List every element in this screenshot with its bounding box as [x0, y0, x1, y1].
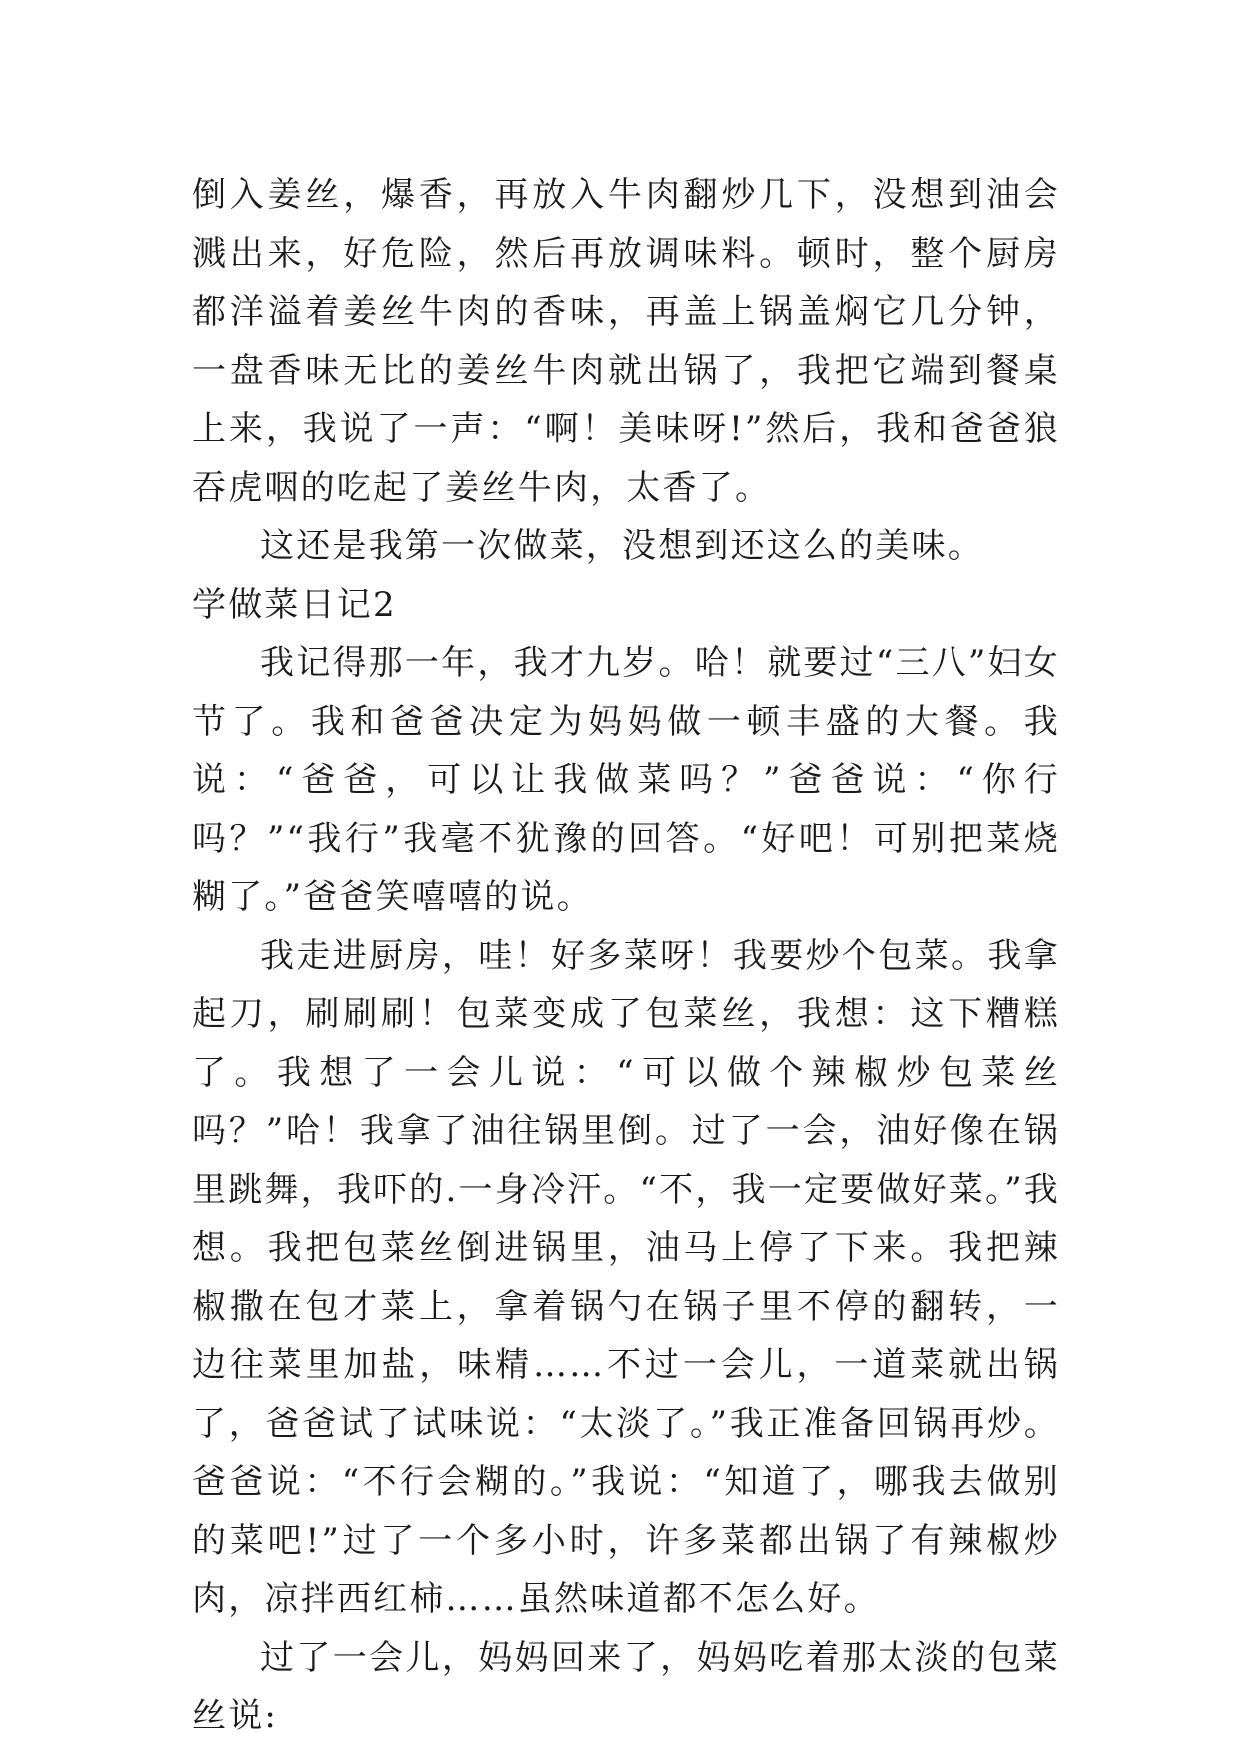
section-heading: 学做菜日记2	[192, 584, 397, 625]
paragraph-4: 我走进厨房，哇！好多菜呀！我要炒个包菜。我拿起刀，刷刷刷！包菜变成了包菜丝，我想：这下糟糕了。我想了一会儿说：“可以做个辣椒炒包菜丝吗？”哈！我拿了油往锅里倒。过了一会，油好像在锅里跳舞，我吓的.一身冷汗。“不，我一定要做好菜。”我想。我把包菜丝倒进锅里，油马上停了下来。我把辣椒撒在包才菜上，拿着锅勺在锅子里不停的翻转，一边往菜里加盐，味精……不过一会儿，一道菜就出锅了，爸爸试了试味说：“太淡了。”我正准备回锅再炒。爸爸说：“不行会糊的。”我说：“知道了，哪我去做别的菜吧!”过了一个多小时，许多菜都出锅了有辣椒炒肉，凉拌西红柿……虽然味道都不怎么好。	[192, 935, 1060, 1619]
paragraph-2: 这还是我第一次做菜，没想到还这么的美味。	[260, 526, 984, 566]
paragraph-3: 我记得那一年，我才九岁。哈！就要过“三八”妇女节了。我和爸爸决定为妈妈做一顿丰盛的大餐。我说：“爸爸，可以让我做菜吗？”爸爸说：“你行吗？”“我行”我毫不犹豫的回答。“好吧！可别把菜烧糊了。”爸爸笑嘻嘻的说。	[192, 643, 1060, 917]
paragraph-1: 倒入姜丝，爆香，再放入牛肉翻炒几下，没想到油会溅出来，好危险，然后再放调味料。顿时，整个厨房都洋溢着姜丝牛肉的香味，再盖上锅盖焖它几分钟，一盘香味无比的姜丝牛肉就出锅了，我把它端到餐桌上来，我说了一声：“啊！美味呀!”然后，我和爸爸狼吞虎咽的吃起了姜丝牛肉，太香了。	[192, 175, 1060, 508]
paragraph-5: 过了一会儿，妈妈回来了，妈妈吃着那太淡的包菜丝说:	[192, 1637, 1060, 1736]
document-body	[192, 166, 1060, 1746]
